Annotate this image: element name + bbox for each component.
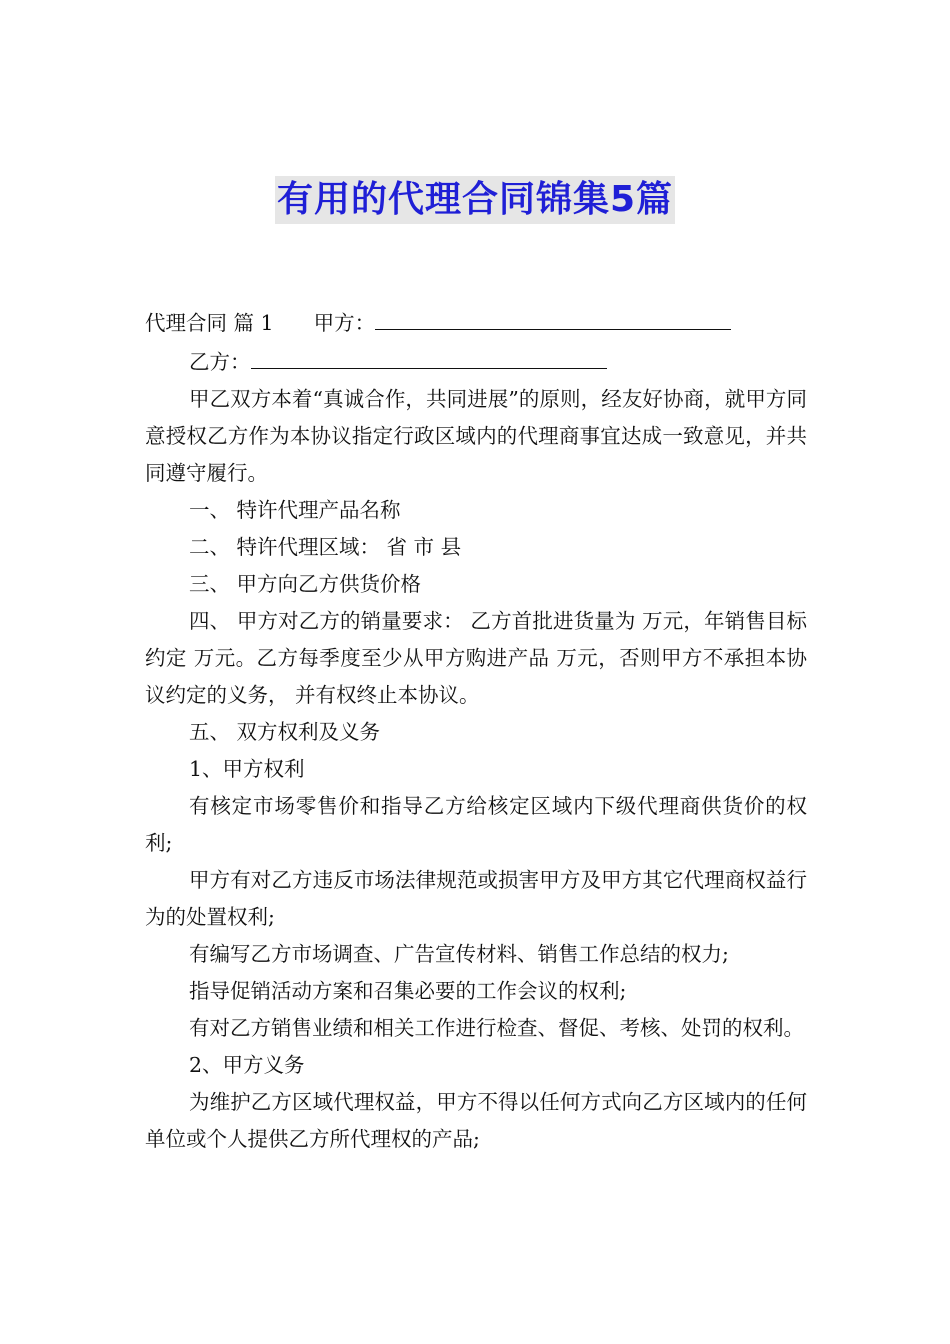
party-b-blank: [251, 342, 607, 369]
party-b-line: [145, 342, 807, 381]
right-5: 有对乙方销售业绩和相关工作进行检查、督促、考核、处罚的权利。: [189, 1016, 804, 1040]
party-a-blank: [375, 303, 731, 330]
subheading-party-a-duties: 2、甲方义务: [189, 1053, 305, 1077]
document-body: [145, 303, 807, 1158]
clause-1: 一、 特许代理产品名称: [189, 498, 401, 522]
right-4: 指导促销活动方案和召集必要的工作会议的权利;: [189, 979, 627, 1003]
subheading-party-a-rights: 1、甲方权利: [189, 757, 305, 781]
party-b-label: 乙方：: [189, 350, 251, 374]
header-line: [145, 303, 807, 342]
clause-4: 四、 甲方对乙方的销量要求： 乙方首批进货量为 万元，年销售目标约定 万元。乙方每季度至少从甲方购进产品 万元，否则甲方不承担本协议约定的义务， 并有权终止本协议。: [145, 609, 807, 707]
clause-2: 二、 特许代理区域： 省 市 县: [189, 535, 462, 559]
document-title: 有用的代理合同锦集5篇: [275, 176, 675, 224]
right-1: 有核定市场零售价和指导乙方给核定区域内下级代理商供货价的权利;: [145, 794, 807, 855]
contract-label: 代理合同 篇 1: [145, 311, 274, 335]
duty-1: 为维护乙方区域代理权益，甲方不得以任何方式向乙方区域内的任何单位或个人提供乙方所代理权的产品;: [145, 1090, 807, 1151]
paragraph-intro: 甲乙双方本着“真诚合作，共同进展”的原则，经友好协商，就甲方同意授权乙方作为本协议指定行政区域内的代理商事宜达成一致意见，并共同遵守履行。: [145, 387, 807, 485]
right-2: 甲方有对乙方违反市场法律规范或损害甲方及甲方其它代理商权益行为的处置权利;: [145, 868, 807, 929]
right-3: 有编写乙方市场调查、广告宣传材料、销售工作总结的权力;: [189, 942, 729, 966]
party-a-label: 甲方：: [313, 311, 376, 335]
title-block: [0, 176, 950, 224]
clause-5: 五、 双方权利及义务: [189, 720, 381, 744]
clause-3: 三、 甲方向乙方供货价格: [189, 572, 422, 596]
